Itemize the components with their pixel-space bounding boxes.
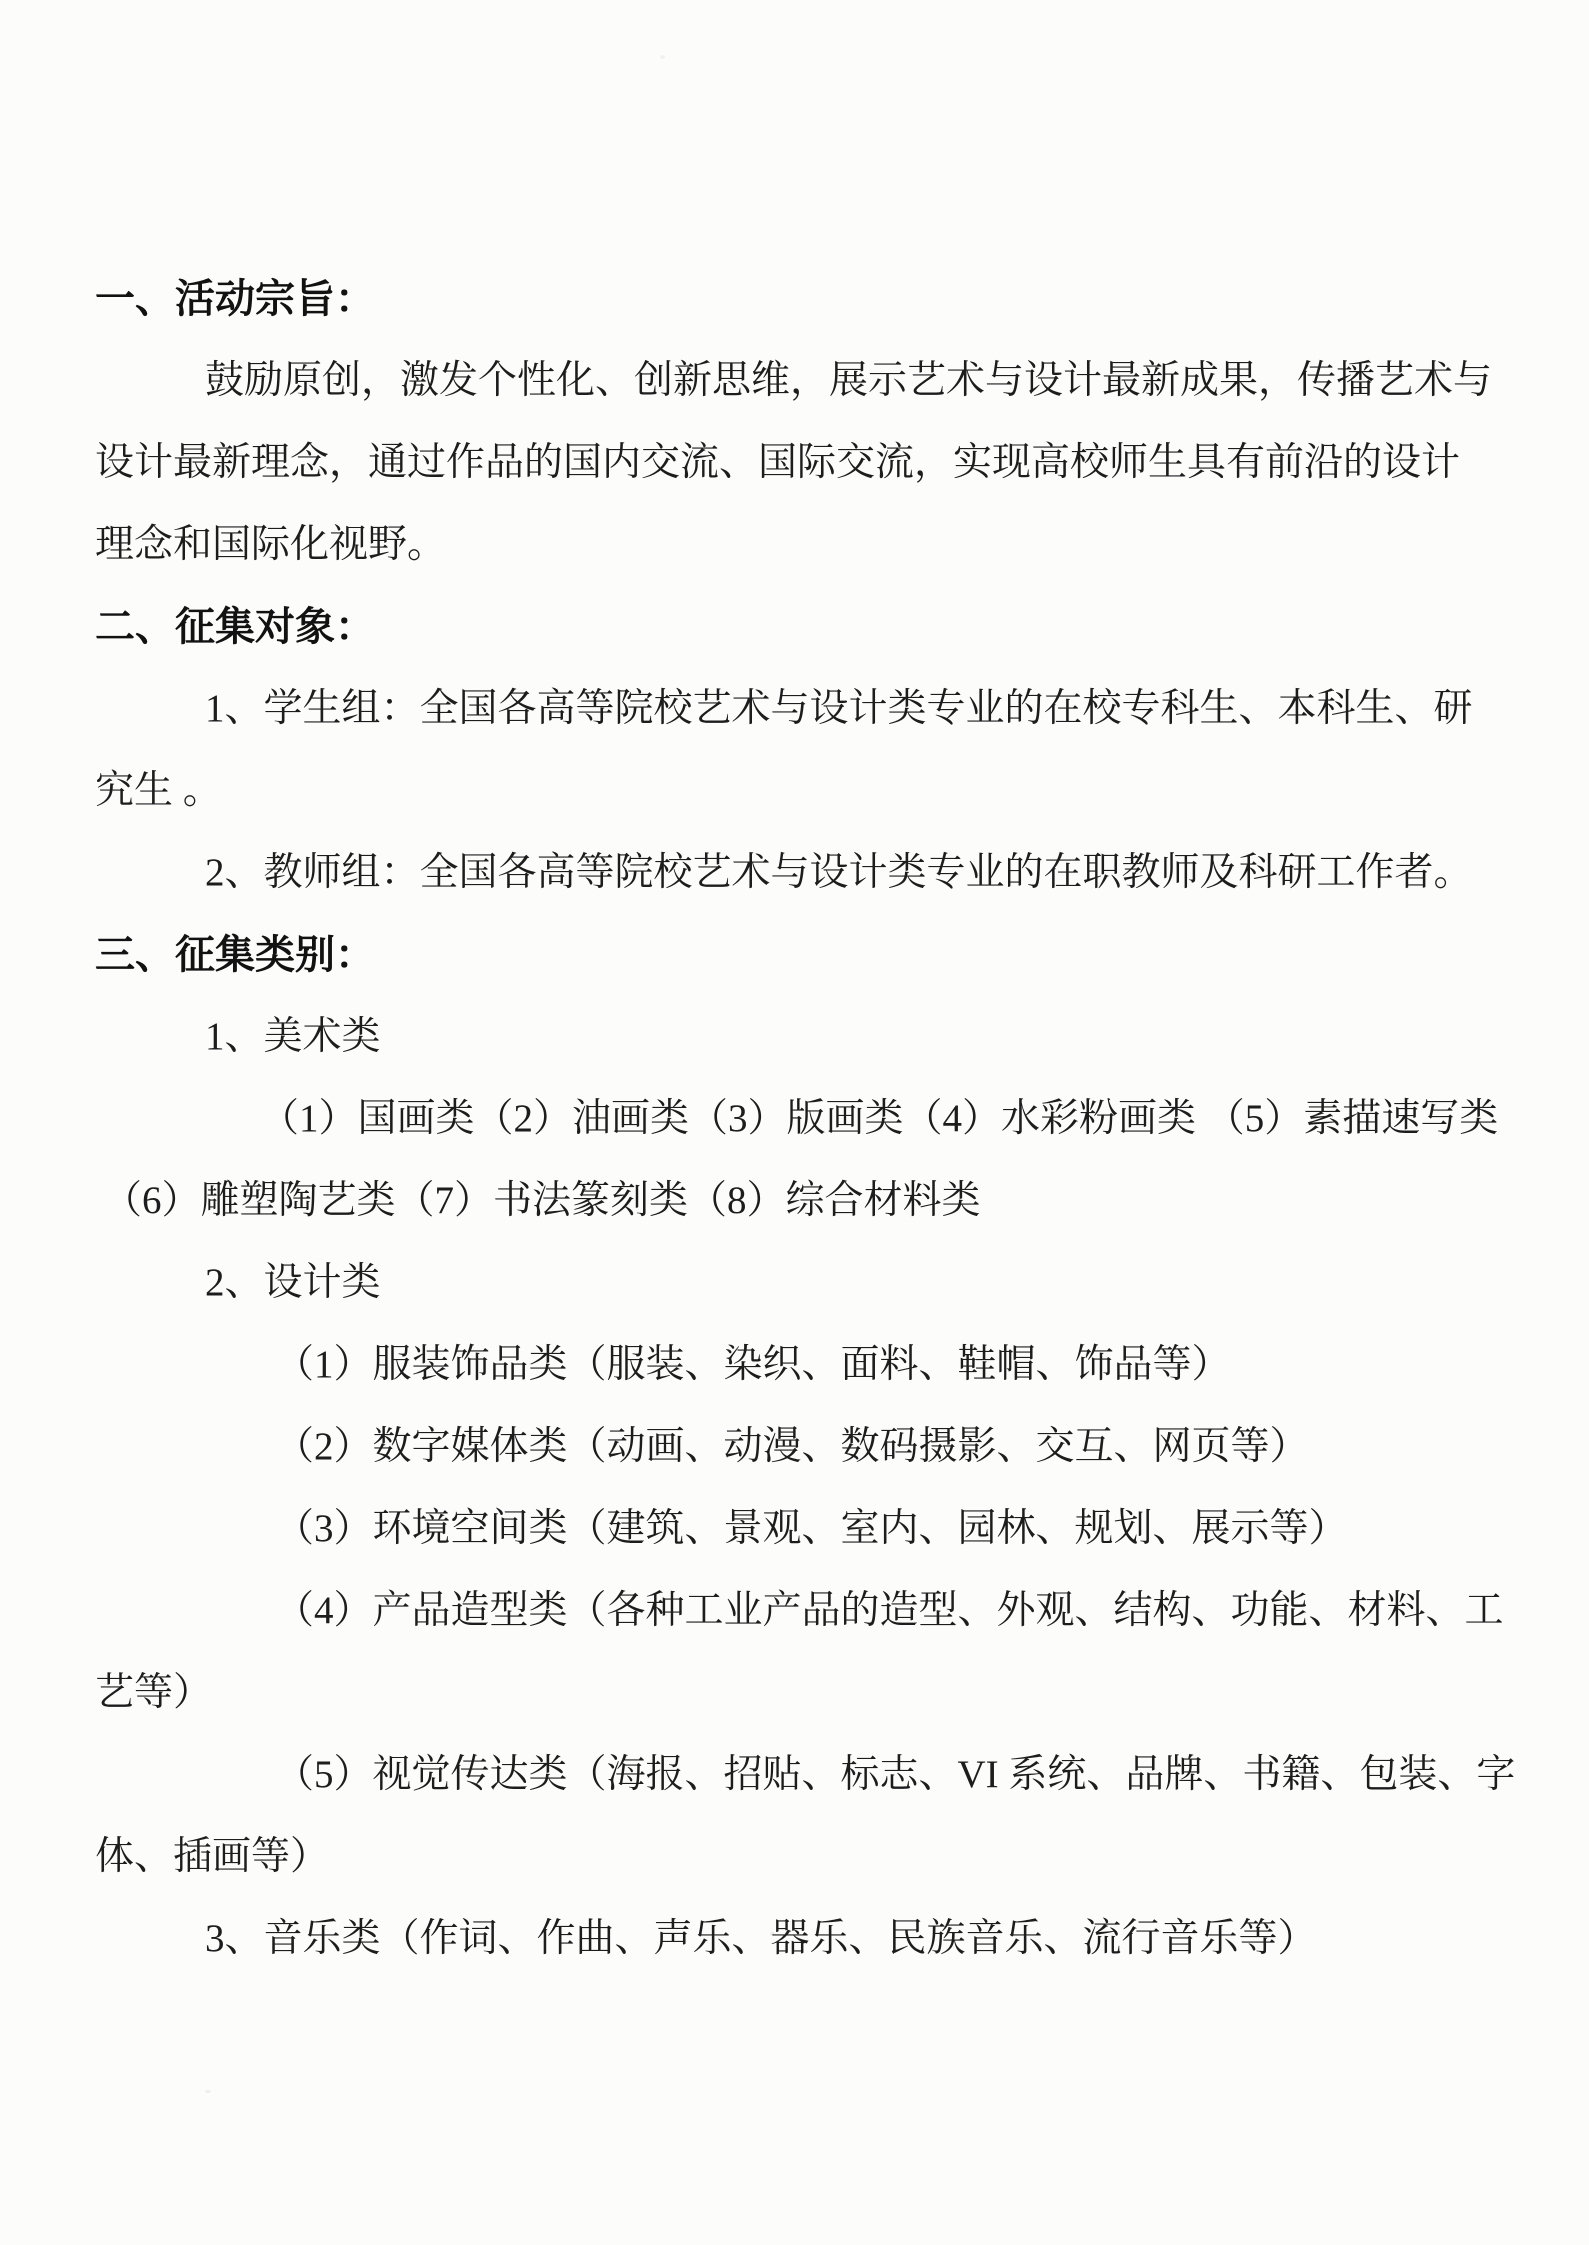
design-subitem-visual-communication-line-2: 体、插画等） bbox=[95, 1835, 330, 1878]
design-subitem-digital-media: （2）数字媒体类（动画、动漫、数码摄影、交互、网页等） bbox=[275, 1425, 1309, 1468]
fine-arts-subitems-line-1: （1）国画类（2）油画类（3）版画类（4）水彩粉画类 （5）素描速写类 bbox=[260, 1097, 1499, 1140]
target-item-teachers: 2、教师组：全国各高等院校艺术与设计类专业的在职教师及科研工作者。 bbox=[205, 851, 1473, 894]
design-subitem-product-design-line-1: （4）产品造型类（各种工业产品的造型、外观、结构、功能、材料、工 bbox=[275, 1589, 1504, 1632]
category-music-title: 3、音乐类（作词、作曲、声乐、器乐、民族音乐、流行音乐等） bbox=[205, 1917, 1317, 1960]
scan-speck bbox=[205, 2090, 211, 2093]
design-subitem-visual-communication-line-1: （5）视觉传达类（海报、招贴、标志、VI 系统、品牌、书籍、包装、字 bbox=[275, 1753, 1516, 1796]
fine-arts-subitems-line-2: （6）雕塑陶艺类（7）书法篆刻类（8）综合材料类 bbox=[103, 1179, 981, 1222]
design-subitem-product-design-line-2: 艺等） bbox=[95, 1671, 213, 1714]
purpose-paragraph-line-1: 鼓励原创，激发个性化、创新思维，展示艺术与设计最新成果，传播艺术与 bbox=[205, 359, 1493, 402]
design-subitem-environment-space: （3）环境空间类（建筑、景观、室内、园林、规划、展示等） bbox=[275, 1507, 1348, 1550]
scan-speck bbox=[660, 55, 665, 59]
heading-activity-purpose: 一、活动宗旨： bbox=[95, 277, 375, 321]
purpose-paragraph-line-3: 理念和国际化视野。 bbox=[95, 523, 447, 566]
target-item-students-line-2: 究生 。 bbox=[95, 769, 222, 812]
document-body bbox=[95, 258, 1516, 1980]
purpose-paragraph-line-2: 设计最新理念，通过作品的国内交流、国际交流，实现高校师生具有前沿的设计 bbox=[95, 441, 1461, 484]
target-item-students-line-1: 1、学生组：全国各高等院校艺术与设计类专业的在校专科生、本科生、研 bbox=[205, 687, 1473, 730]
category-fine-arts-title: 1、美术类 bbox=[205, 1015, 381, 1058]
design-subitem-fashion: （1）服装饰品类（服装、染织、面料、鞋帽、饰品等） bbox=[275, 1343, 1231, 1386]
category-design-title: 2、设计类 bbox=[205, 1261, 381, 1304]
heading-collection-categories: 三、征集类别： bbox=[95, 933, 375, 977]
heading-collection-targets: 二、征集对象： bbox=[95, 605, 375, 649]
